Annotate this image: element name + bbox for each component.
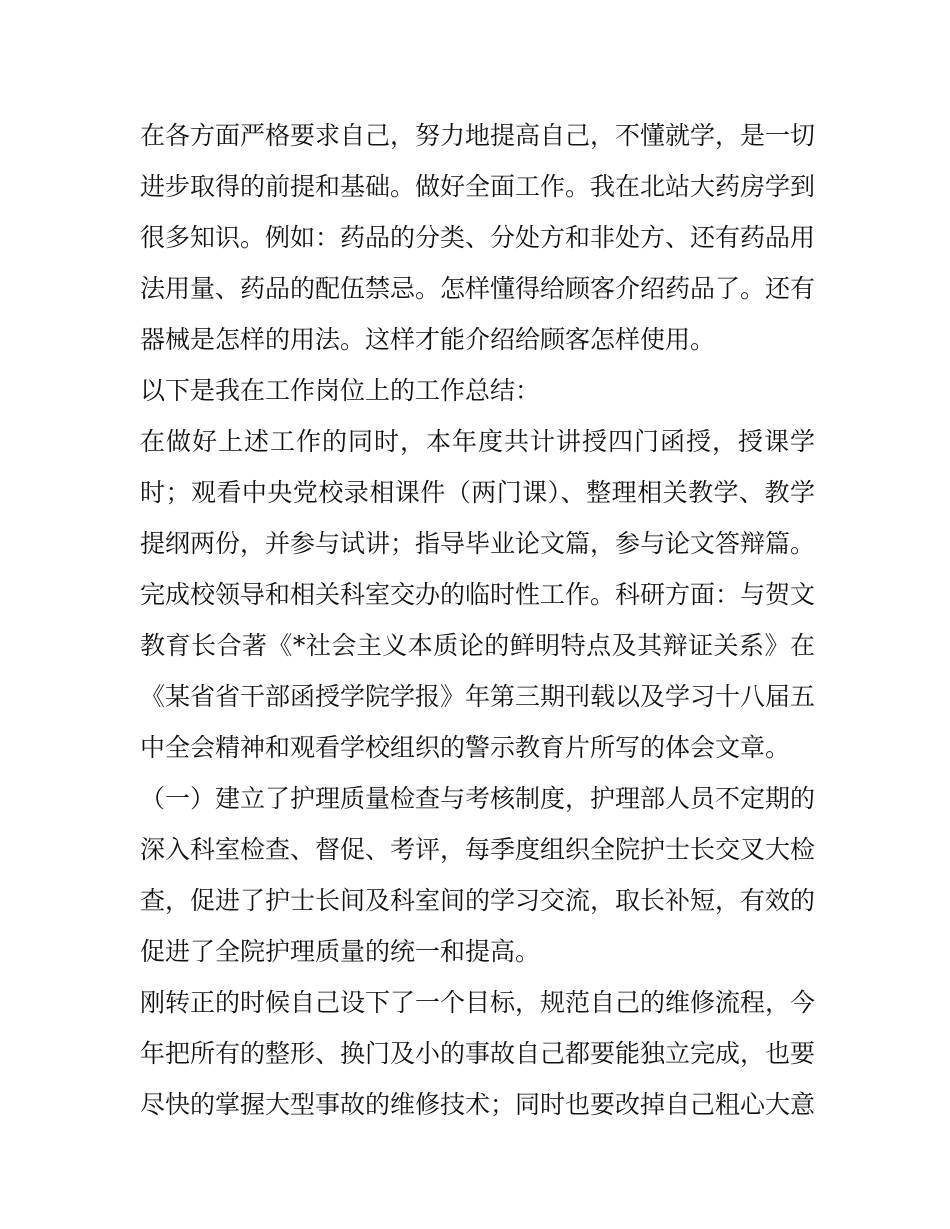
paragraph-5: 刚转正的时候自己设下了一个目标，规范自己的维修流程，今年把所有的整形、换门及小的事故自己都要能独立完成，也要尽快的掌握大型事故的维修技术；同时也要改掉自己粗心大意	[140, 988, 816, 1119]
paragraph-3: 在做好上述工作的同时，本年度共计讲授四门函授，授课学时；观看中央党校录相课件（两门课）、整理相关教学、教学提纲两份，并参与试讲；指导毕业论文篇，参与论文答辩篇。完成校领导和相关科室交办的临时性工作。科研方面：与贺文教育长合著《*社会主义本质论的鲜明特点及其辩证关系》在《某省省干部函授学院学报》年第三期刊载以及学习十八届五中全会精神和观看学校组织的警示教育片所写的体会文章。	[140, 427, 816, 762]
paragraph-1: 在各方面严格要求自己，努力地提高自己，不懂就学，是一切进步取得的前提和基础。做好全面工作。我在北站大药房学到很多知识。例如：药品的分类、分处方和非处方、还有药品用法用量、药品的配伍禁忌。怎样懂得给顾客介绍药品了。还有器械是怎样的用法。这样才能介绍给顾客怎样使用。	[140, 121, 816, 354]
paragraph-4: （一）建立了护理质量检查与考核制度，护理部人员不定期的深入科室检查、督促、考评，每季度组织全院护士长交叉大检查，促进了护士长间及科室间的学习交流，取长补短，有效的促进了全院护理质量的统一和提高。	[140, 784, 816, 966]
paragraph-2: 以下是我在工作岗位上的工作总结：	[140, 376, 541, 405]
document-body	[140, 110, 815, 1130]
